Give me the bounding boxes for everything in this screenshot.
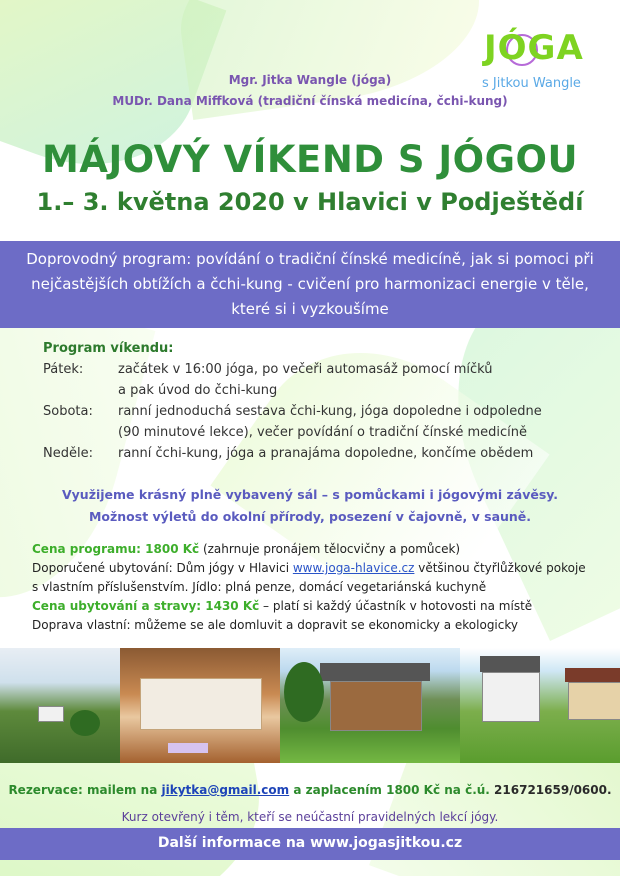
reservation-prefix: Rezervace: mailem na xyxy=(8,783,162,797)
photo-yoga-hall xyxy=(120,648,280,763)
highlight-trips: Možnost výletů do okolní přírody, posezení v čajovně, v sauně. xyxy=(88,509,532,524)
hall-wall xyxy=(140,678,262,730)
roof-shape xyxy=(565,668,620,682)
accommodation-prefix: Doporučené ubytování: Dům jógy v Hlavici xyxy=(32,561,293,575)
stay-price-note: – platí si každý účastník v hotovosti na místě xyxy=(259,599,533,613)
day-line: začátek v 16:00 jóga, po večeři automasáž pomocí míčků xyxy=(118,362,493,377)
price-line xyxy=(32,540,612,559)
accommodation-line-2: s vlastním příslušenstvím. Jídlo: plná penze, domácí vegetariánská kuchyně xyxy=(32,580,487,594)
program-row-saturday xyxy=(43,401,603,443)
stay-price-label: Cena ubytování a stravy: 1430 Kč xyxy=(32,599,260,613)
credit-doctor: MUDr. Dana Miffková (tradiční čínská medicína, čchi-kung) xyxy=(112,94,508,108)
reservation-email-link[interactable]: jikytka@gmail.com xyxy=(161,783,290,797)
day-label: Neděle: xyxy=(43,446,93,461)
house-shape xyxy=(38,706,64,722)
program-heading: Program víkendu: xyxy=(43,341,174,356)
page-title: MÁJOVÝ VÍKEND S JÓGOU xyxy=(41,138,578,181)
reservation-middle: a zaplacením 1800 Kč na č.ú. xyxy=(289,783,495,797)
weekend-program xyxy=(43,341,603,464)
day-label: Sobota: xyxy=(43,404,93,419)
photo-strip xyxy=(0,648,620,763)
program-row-sunday xyxy=(43,443,603,464)
photo-guesthouse xyxy=(460,648,620,763)
reservation-line xyxy=(0,783,620,797)
day-line: a pak úvod do čchi-kung xyxy=(118,383,278,398)
logo-title: JÓGA xyxy=(484,28,584,68)
joga-logo xyxy=(478,28,608,98)
page-subtitle: 1.– 3. května 2020 v Hlavici v Podještědí xyxy=(36,188,584,216)
transport-line: Doprava vlastní: můžeme se ale domluvit a dopravit se ekonomicky a ekologicky xyxy=(32,618,518,632)
accommodation-line xyxy=(32,559,612,578)
house-shape xyxy=(568,682,620,720)
house-shape xyxy=(482,672,540,722)
photo-landscape xyxy=(0,648,120,763)
logo-subtitle: s Jitkou Wangle xyxy=(482,76,581,91)
photo-house-garden xyxy=(280,648,460,763)
highlight-hall: Využijeme krásný plně vybavený sál – s pomůckami i jógovými závěsy. xyxy=(61,487,559,502)
info-section xyxy=(32,540,612,635)
program-banner xyxy=(0,241,620,328)
day-line: (90 minutové lekce), večer povídání o tradiční čínské medicíně xyxy=(118,425,527,440)
program-row-friday xyxy=(43,359,603,401)
day-description xyxy=(118,401,603,443)
banner-text: Doprovodný program: povídání o tradiční čínské medicíně, jak si pomoci při nejčastějších obtížích a čchi-kung - cvičení pro harmonizaci energie v těle, které si i vyzkoušíme xyxy=(26,250,594,318)
reservation-account: 216721659/0600. xyxy=(494,783,612,797)
yoga-mat xyxy=(168,743,208,753)
roof-shape xyxy=(320,663,430,681)
accommodation-suffix: většinou čtyřlůžkové pokoje xyxy=(414,561,586,575)
accommodation-link[interactable]: www.joga-hlavice.cz xyxy=(292,561,415,575)
stay-price-line xyxy=(32,597,612,616)
credit-instructor: Mgr. Jitka Wangle (jóga) xyxy=(228,73,392,87)
price-note: (zahrnuje pronájem tělocvičny a pomůcek) xyxy=(199,542,461,556)
day-line: ranní jednoduchá sestava čchi-kung, jóga dopoledne i odpoledne xyxy=(118,404,542,419)
tree-shape xyxy=(70,710,100,736)
day-description xyxy=(118,443,603,464)
tree-shape xyxy=(284,662,324,722)
day-label: Pátek: xyxy=(43,362,84,377)
price-label: Cena programu: 1800 Kč xyxy=(32,542,200,556)
house-shape xyxy=(330,681,422,731)
footer-text: Další informace na www.jogasjitkou.cz xyxy=(157,835,463,851)
day-line: ranní čchi-kung, jóga a pranajáma dopoledne, končíme obědem xyxy=(118,446,534,461)
day-description xyxy=(118,359,603,401)
footer-banner xyxy=(0,828,620,860)
course-note: Kurz otevřený i těm, kteří se neúčastní pravidelných lekcí jógy. xyxy=(121,810,499,824)
roof-shape xyxy=(480,656,540,672)
